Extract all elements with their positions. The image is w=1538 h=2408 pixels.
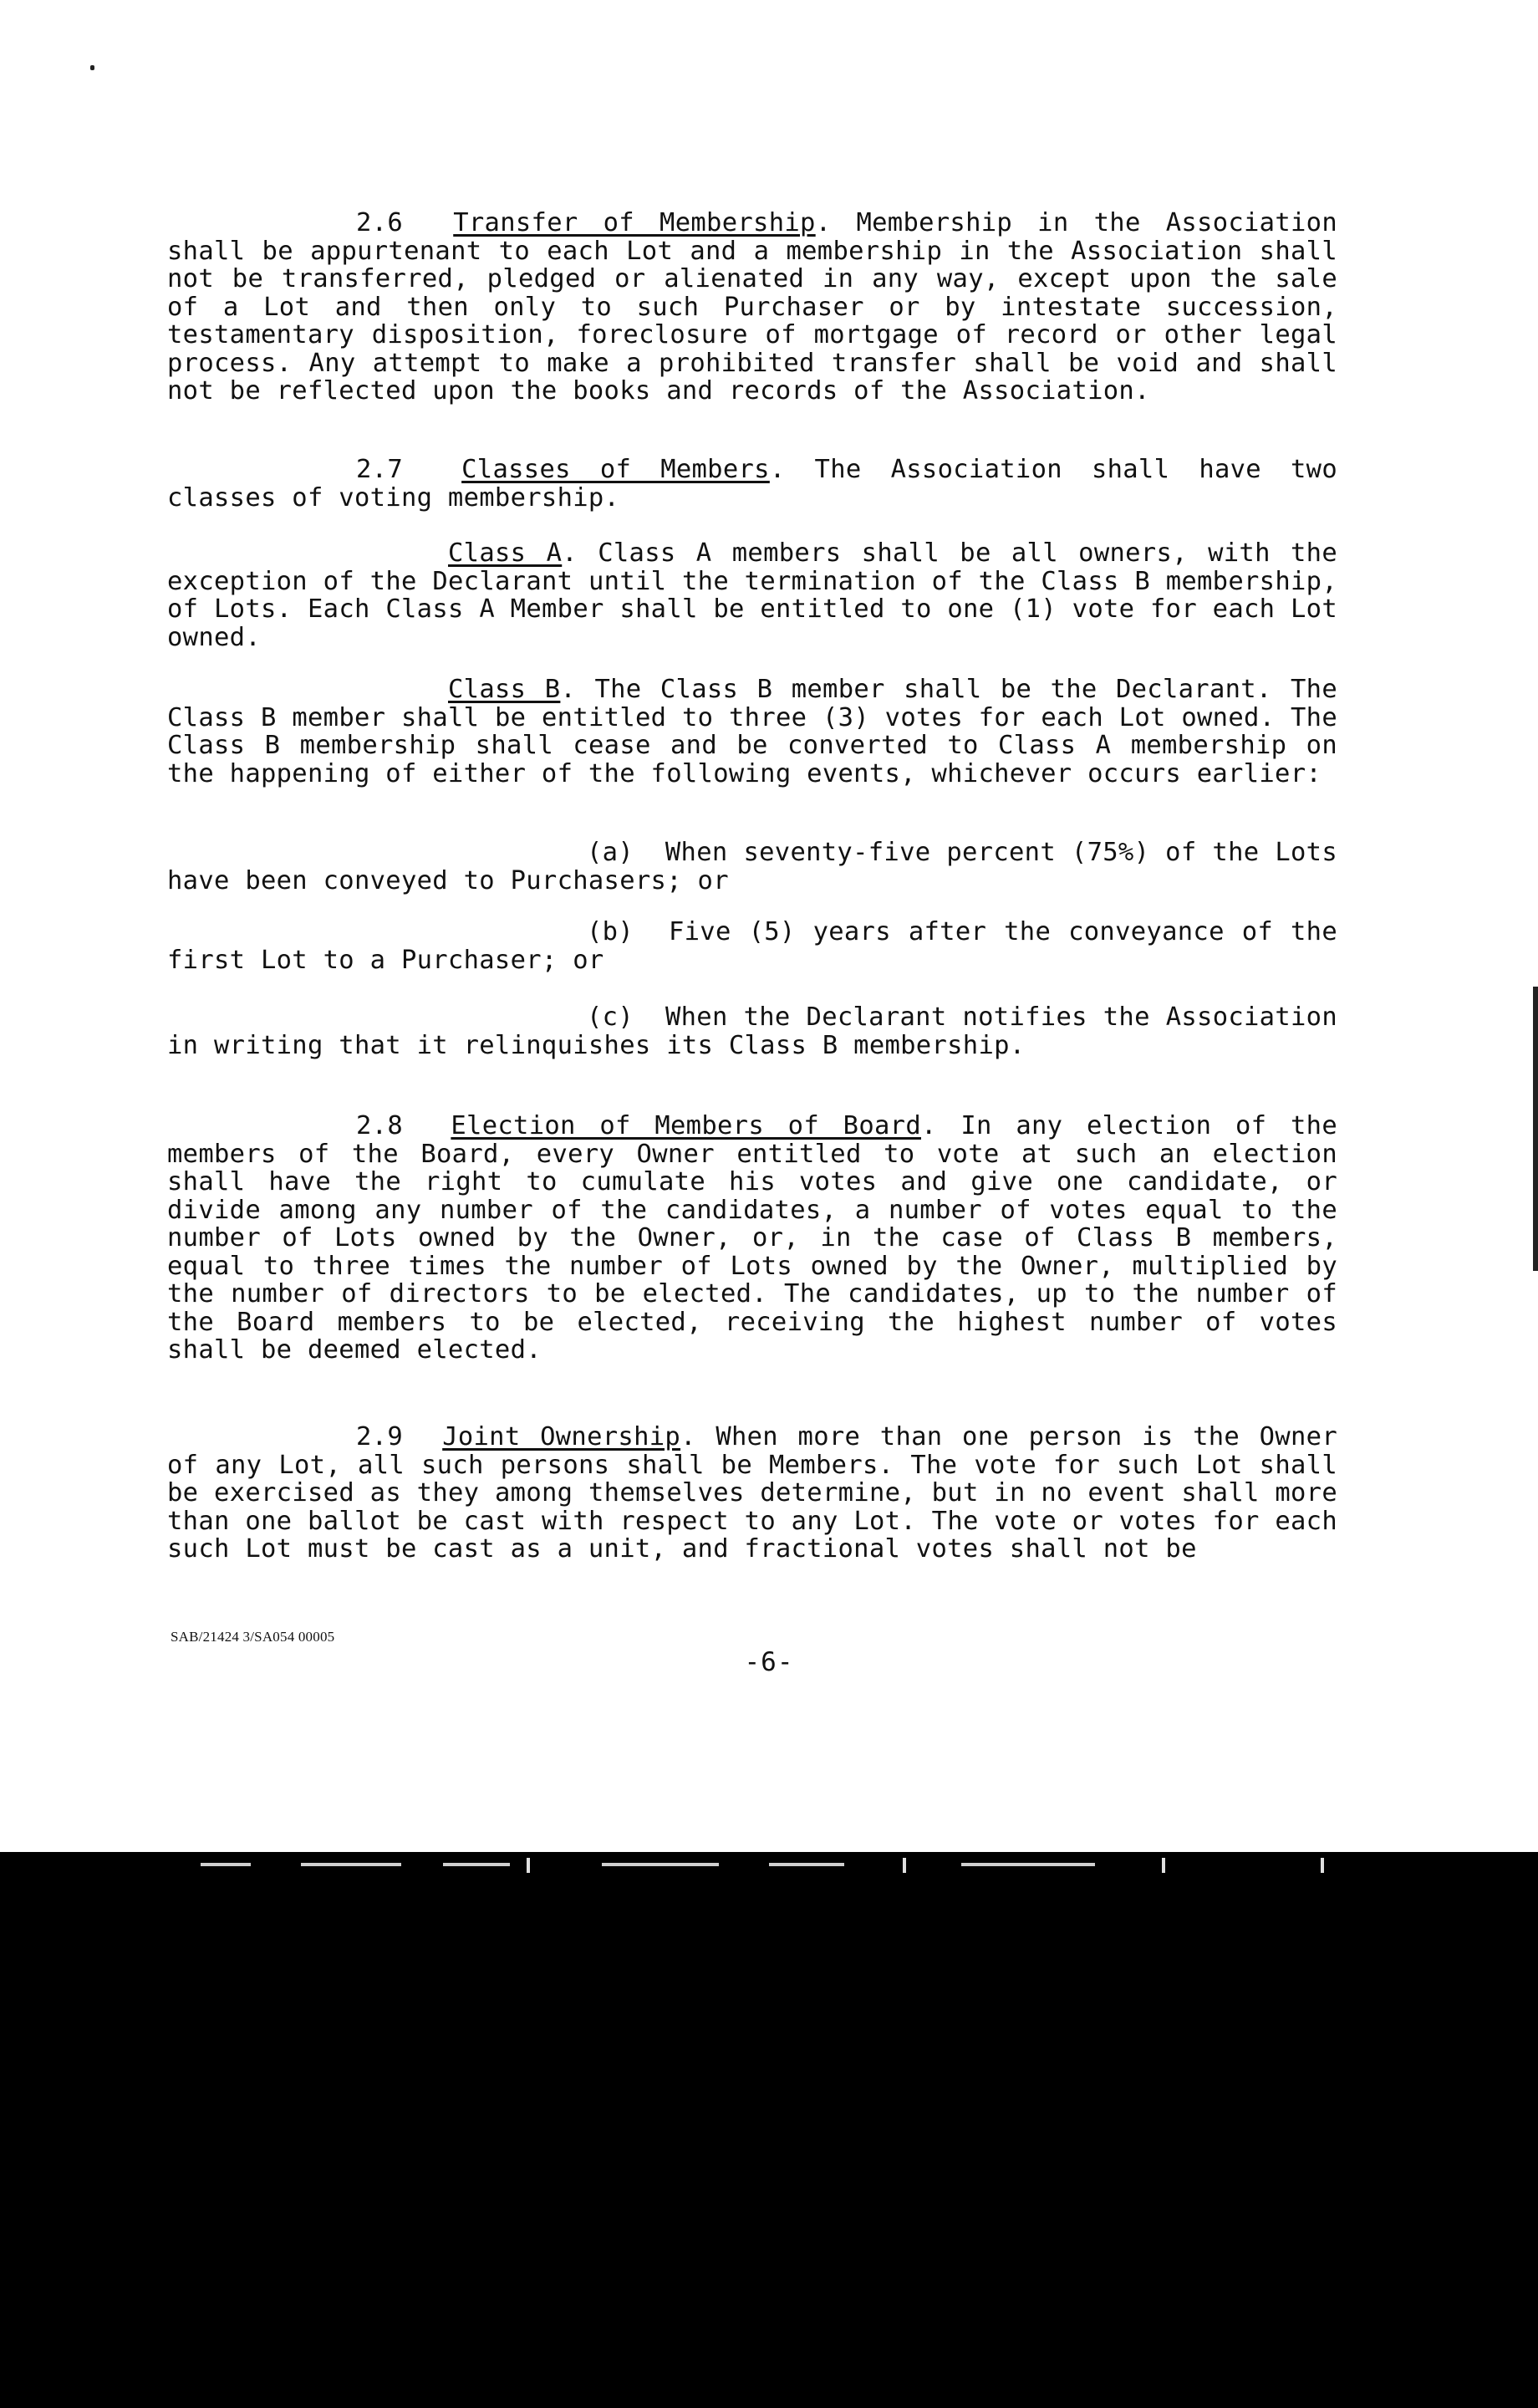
section-heading-transfer-of-membership: Transfer of Membership	[453, 208, 816, 237]
list-label: (a)	[587, 838, 634, 867]
scan-speck	[602, 1863, 719, 1866]
scan-speck	[301, 1863, 401, 1866]
section-heading-classes-of-members: Classes of Members	[461, 455, 770, 484]
section-body: . The Association shall have two classes of voting membership.	[167, 455, 1338, 513]
paragraph-2-8	[167, 1112, 1337, 1365]
class-b-heading: Class B	[448, 675, 561, 704]
paragraph-2-7	[167, 456, 1337, 512]
scan-speck	[201, 1863, 251, 1866]
section-number: 2.6	[356, 208, 403, 237]
paragraph-class-b	[167, 676, 1337, 788]
section-2-6	[167, 209, 1337, 406]
class-a-paragraph	[167, 539, 1337, 651]
paragraph-item-b	[167, 918, 1337, 974]
section-heading-joint-ownership: Joint Ownership	[442, 1422, 681, 1451]
section-2-8	[167, 1112, 1337, 1365]
section-body: . When more than one person is the Owner of any Lot, all such persons shall be Members. The vote for such Lot shall be exercised as they among themselves determine, but in no event shall more than one ballot be cast with respect to any Lot. The vote or votes for each such Lot must be cast as a unit, and fractional votes shall not be	[167, 1422, 1337, 1564]
section-number: 2.8	[356, 1111, 403, 1140]
scan-speck	[1162, 1858, 1165, 1873]
scan-noise-row	[167, 1858, 1371, 1875]
scan-edge-shadow	[1533, 987, 1538, 1271]
paragraph-item-c	[167, 1003, 1337, 1059]
class-a-body: . Class A members shall be all owners, with the exception of the Declarant until the termination of the Class B membership, of Lots. Each Class A Member shall be entitled to one (1) vote for each Lot owned.	[167, 538, 1338, 652]
scan-speck	[903, 1858, 906, 1873]
class-a-heading: Class A	[448, 538, 563, 568]
section-2-7	[167, 456, 1337, 512]
list-body: When the Declarant notifies the Association in writing that it relinquishes its Class B membership.	[167, 1002, 1337, 1060]
section-number: 2.9	[356, 1422, 403, 1451]
scan-speck	[961, 1863, 1095, 1866]
section-2-9	[167, 1423, 1337, 1564]
paragraph-class-a	[167, 539, 1337, 651]
class-b-paragraph	[167, 676, 1337, 788]
list-label: (c)	[587, 1002, 634, 1032]
section-number: 2.7	[356, 455, 403, 484]
class-b-body: . The Class B member shall be the Declarant. The Class B member shall be entitled to three (3) votes for each Lot owned. The Class B membership shall cease and be converted to Class A membership on the happening of either of the following events, whichever occurs earlier:	[167, 675, 1338, 788]
paragraph-2-6	[167, 209, 1337, 406]
list-body: When seventy-five percent (75%) of the Lots have been conveyed to Purchasers; or	[167, 838, 1337, 895]
list-item-b	[167, 918, 1337, 974]
scan-speck	[443, 1863, 510, 1866]
document-code: SAB/21424 3/SA054 00005	[171, 1629, 335, 1645]
scan-background	[0, 1852, 1538, 2408]
page-number: -6-	[744, 1647, 794, 1677]
scan-speck	[90, 65, 94, 70]
scan-speck	[1321, 1858, 1324, 1873]
paragraph-2-9	[167, 1423, 1337, 1564]
list-label: (b)	[587, 917, 634, 946]
list-body: Five (5) years after the conveyance of the first Lot to a Purchaser; or	[167, 917, 1338, 975]
scan-speck	[527, 1858, 530, 1873]
section-body: . Membership in the Association shall be appurtenant to each Lot and a membership in the Association shall not be transferred, pledged or alienated in any way, except upon the sale of a Lot and then only to such Purchaser or by intestate succession, testamentary disposition, foreclosure of mortgage of record or other legal process. Any attempt to make a prohibited transfer shall be void and shall not be reflected upon the books and records of the Association.	[167, 208, 1337, 406]
section-body: . In any election of the members of the Board, every Owner entitled to vote at such an election shall have the right to cumulate his votes and give one candidate, or divide among any number of the candidates, a number of votes equal to the number of Lots owned by the Owner, or, in the case of Class B members, equal to three times the number of Lots owned by the Owner, multiplied by the number of directors to be elected. The candidates, up to the number of the Board members to be elected, receiving the highest number of votes shall be deemed elected.	[167, 1111, 1337, 1365]
list-item-c	[167, 1003, 1337, 1059]
paragraph-item-a	[167, 839, 1337, 895]
list-item-a	[167, 839, 1337, 895]
scan-speck	[769, 1863, 844, 1866]
section-heading-election-of-members-of-board: Election of Members of Board	[451, 1111, 921, 1140]
